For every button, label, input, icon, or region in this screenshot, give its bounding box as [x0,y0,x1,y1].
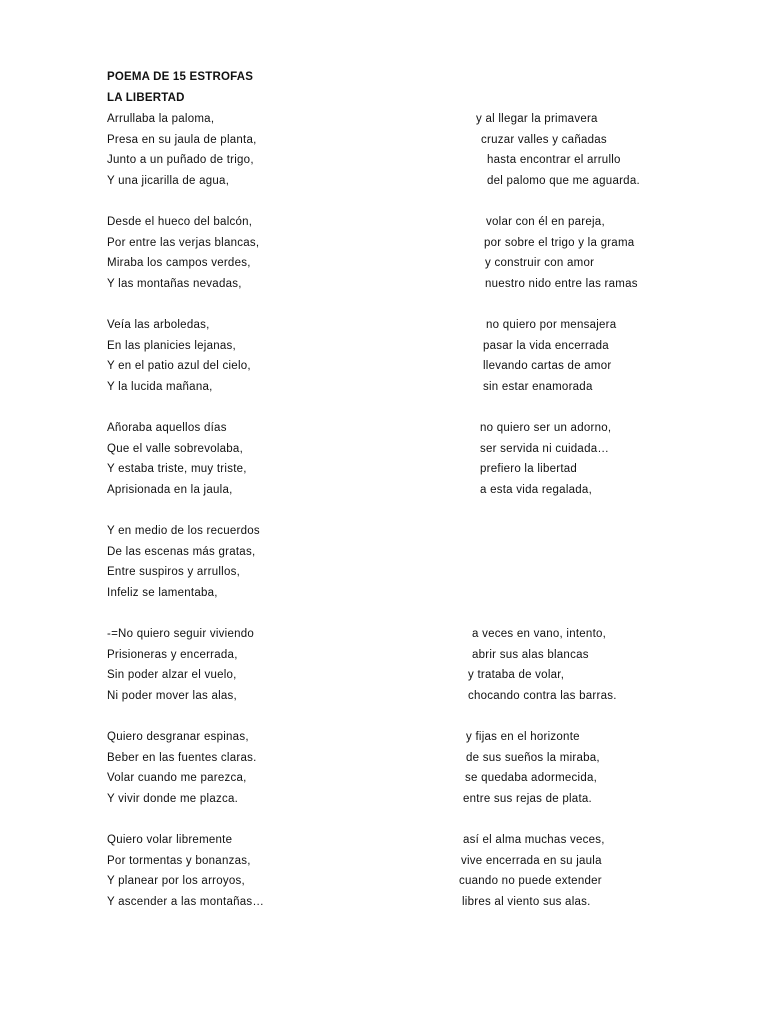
poem-line-left: Quiero desgranar espinas, [107,731,249,743]
poem-line-right: y trataba de volar, [468,669,565,682]
poem-line-left: Miraba los campos verdes, [107,257,251,270]
poem-line-left: Por tormentas y bonanzas, [107,854,251,867]
poem-line-left: Entre suspiros y arrullos, [107,566,241,579]
poem-line-left: Y una jicarilla de agua, [107,174,230,187]
poem-line-right: pasar la vida encerrada [483,339,609,352]
poem-line-left: Volar cuando me parezca, [107,772,247,785]
poem-line-left: Sin poder alzar el vuelo, [107,669,237,682]
poem-line-right: se quedaba adormecida, [465,772,598,785]
poem-line-left: Y las montañas nevadas, [107,277,242,290]
poem-line-left: Que el valle sobrevolaba, [107,442,244,455]
poem-line-left: Y en medio de los recuerdos [107,525,260,537]
poem-line-right: volar con él en pareja, [486,216,605,228]
poem-line-right: hasta encontrar el arrullo [487,154,621,167]
poem-line-left: Prisioneras y encerrada, [107,648,238,661]
poem-line-left: Infeliz se lamentaba, [107,586,218,599]
poem-line-right: abrir sus alas blancas [472,648,589,661]
poem-line-right: sin estar enamorada [483,380,593,393]
poem-line-left: Y vivir donde me plazca. [107,792,239,805]
poem-line-right: así el alma muchas veces, [463,834,605,846]
poem-line-right: libres al viento sus alas. [462,895,591,908]
poem-line-right: y fijas en el horizonte [466,731,580,743]
poem-line-left: Junto a un puñado de trigo, [107,154,254,167]
poem-line-left: Arrullaba la paloma, [107,113,215,125]
poem-line-right: no quiero por mensajera [486,319,617,331]
poem-line-left: Presa en su jaula de planta, [107,133,257,146]
poem-line-right: del palomo que me aguarda. [487,174,640,187]
poem-line-right: a veces en vano, intento, [472,628,607,640]
poem-line-left: -=No quiero seguir viviendo [107,628,255,640]
poem-line-left: Y ascender a las montañas… [107,895,265,908]
poem-line-right: vive encerrada en su jaula [461,854,602,867]
poem-line-left: En las planicies lejanas, [107,339,236,352]
poem-subtitle: LA LIBERTAD [107,92,185,104]
poem-line-left: Por entre las verjas blancas, [107,236,260,249]
poem-line-right: ser servida ni cuidada… [480,442,610,455]
poem-line-left: De las escenas más gratas, [107,545,256,558]
poem-line-right: cuando no puede extender [459,875,602,888]
poem-line-left: Añoraba aquellos días [107,422,227,434]
poem-line-right: chocando contra las barras. [468,689,617,702]
poem-line-left: Y en el patio azul del cielo, [107,360,251,373]
poem-line-right: de sus sueños la miraba, [466,751,600,764]
poem-line-left: Y planear por los arroyos, [107,875,245,888]
poem-line-right: entre sus rejas de plata. [463,792,592,805]
poem-line-right: y construir con amor [485,257,595,270]
poem-line-left: Y estaba triste, muy triste, [107,463,247,476]
poem-line-right: prefiero la libertad [480,463,578,476]
poem-line-left: Veía las arboledas, [107,319,210,331]
poem-line-left: Ni poder mover las alas, [107,689,237,702]
poem-line-right: no quiero ser un adorno, [480,422,612,434]
poem-title: POEMA DE 15 ESTROFAS [107,71,254,83]
poem-line-right: por sobre el trigo y la grama [484,236,635,249]
poem-line-right: llevando cartas de amor [483,360,612,373]
poem-line-left: Aprisionada en la jaula, [107,483,233,496]
poem-line-right: y al llegar la primavera [476,113,598,125]
poem-line-right: a esta vida regalada, [480,483,593,496]
poem-line-left: Beber en las fuentes claras. [107,751,257,764]
poem-line-left: Quiero volar libremente [107,834,233,846]
poem-line-right: nuestro nido entre las ramas [485,277,638,290]
poem-line-left: Desde el hueco del balcón, [107,216,253,228]
poem-line-right: cruzar valles y cañadas [481,133,607,146]
poem-line-left: Y la lucida mañana, [107,380,213,393]
